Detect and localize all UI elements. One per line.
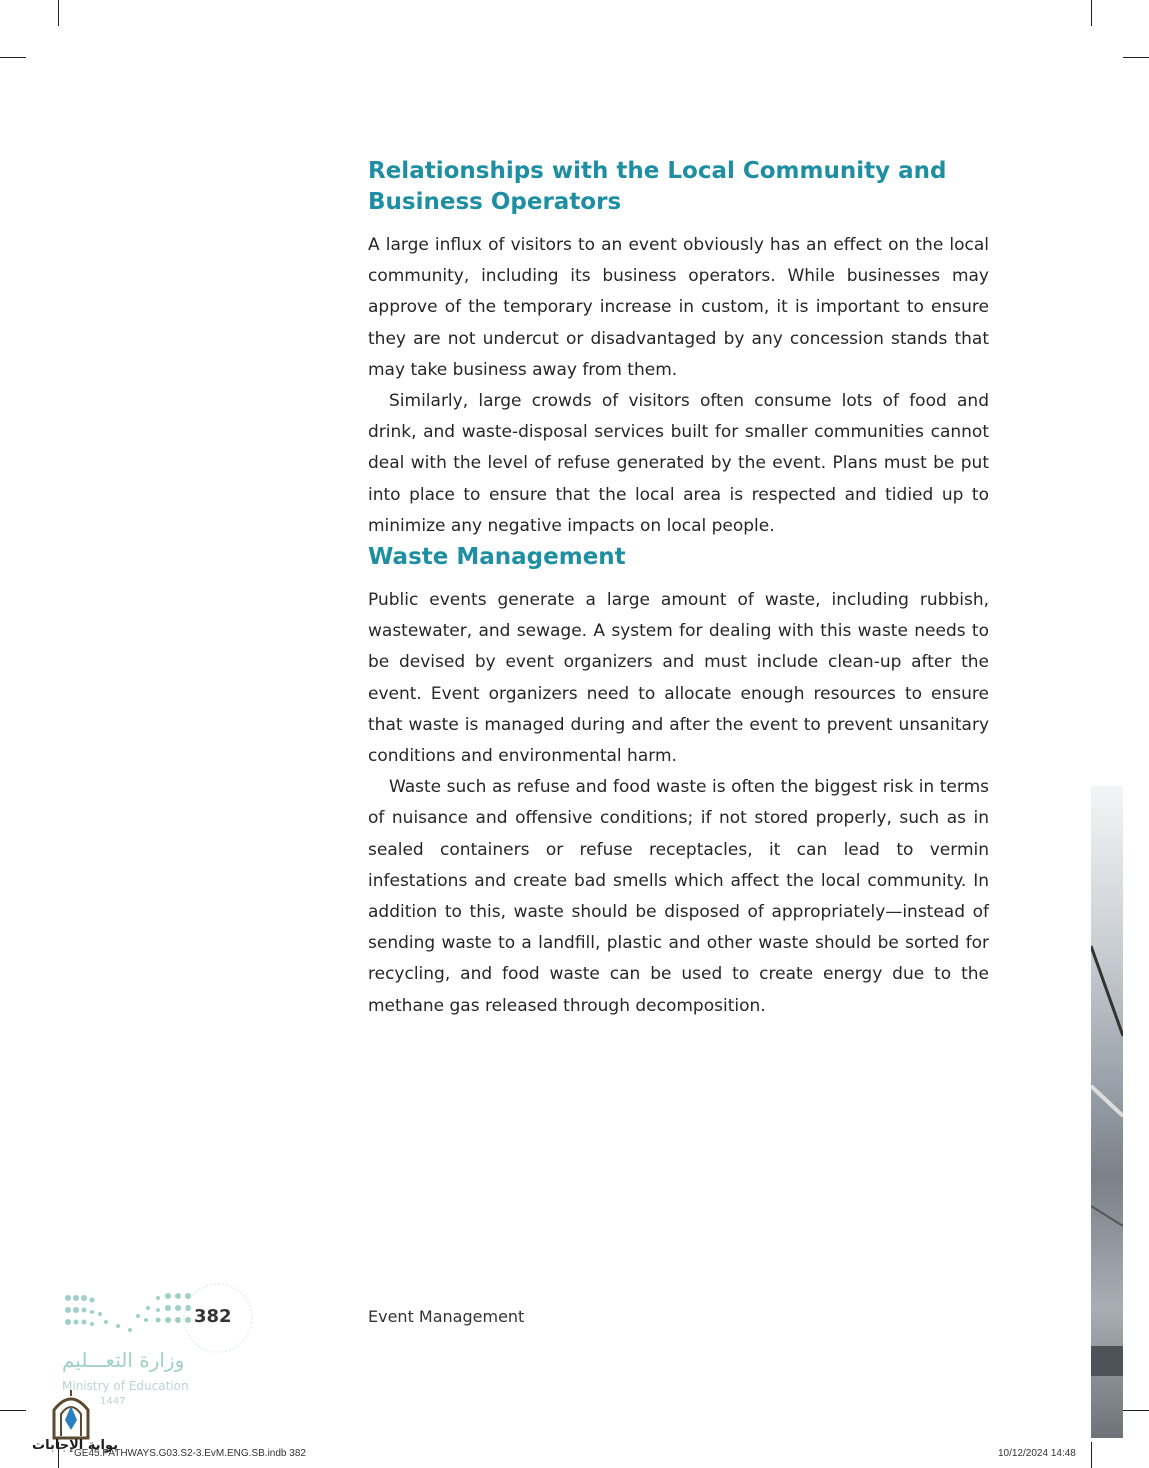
section-heading-community: Relationships with the Local Community and Business Operators bbox=[368, 158, 947, 215]
side-photo-strip bbox=[1091, 786, 1123, 1438]
crop-mark-top-left-h bbox=[0, 57, 26, 58]
crop-mark-bottom-right-v bbox=[1091, 1442, 1092, 1468]
main-content bbox=[368, 156, 989, 1022]
paragraph-community-2: Similarly, large crowds of visitors often consume lots of food and drink, and waste-disposal services built for smaller communities cannot deal with the level of refuse generated by the event. Plans must be put into place to ensure that the local area is respected and tidied up to minimize any negative impacts on local people. bbox=[368, 391, 989, 536]
watermark-dome-icon bbox=[48, 1386, 94, 1440]
ministry-arabic-name: وزارة التعـــليم bbox=[62, 1348, 185, 1372]
crop-mark-bottom-right-h bbox=[1123, 1410, 1149, 1411]
crop-mark-bottom-left-h bbox=[0, 1410, 26, 1411]
crop-mark-top-right-v bbox=[1091, 0, 1092, 26]
section-heading-waste: Waste Management bbox=[368, 544, 626, 571]
slug-timestamp: 10/12/2024 14:48 bbox=[998, 1448, 1076, 1459]
paragraph-waste-1: Public events generate a large amount of waste, including rubbish, wastewater, and sewage. A system for dealing with this waste needs to be devised by event organizers and must include clean-up after the event. Event organizers need to allocate enough resources to ensure that waste is managed during and after the event to prevent unsanitary conditions and environmental harm. bbox=[368, 590, 989, 767]
watermark-text: بوابة الإجابات bbox=[32, 1438, 118, 1453]
footer-book-title: Event Management bbox=[368, 1307, 525, 1326]
paragraph-community-1: A large influx of visitors to an event obviously has an effect on the local community, including its business operators. While businesses may approve of the temporary increase in custom, it is important to ensure they are not undercut or disadvantaged by any concession stands that may take business away from them. bbox=[368, 235, 989, 380]
slug-file-name: GE45.PATHWAYS.G03.S2-3.EvM.ENG.SB.indb 382 bbox=[74, 1448, 306, 1459]
paragraph-waste-2: Waste such as refuse and food waste is often the biggest risk in terms of nuisance and offensive conditions; if not stored properly, such as in sealed containers or refuse receptacles, it can lead to vermin infestations and create bad smells which affect the local community. In addition to this, waste should be disposed of appropriately—instead of sending waste to a landfill, plastic and other waste should be sorted for recycling, and food waste can be used to create energy due to the methane gas released through decomposition. bbox=[368, 777, 989, 1016]
crop-mark-top-right-h bbox=[1123, 57, 1149, 58]
crop-mark-top-left-v bbox=[58, 0, 59, 26]
ministry-english-name: Ministry of Education bbox=[62, 1379, 189, 1393]
ministry-year: 1447 bbox=[100, 1396, 126, 1407]
page-number: 382 bbox=[194, 1306, 232, 1327]
